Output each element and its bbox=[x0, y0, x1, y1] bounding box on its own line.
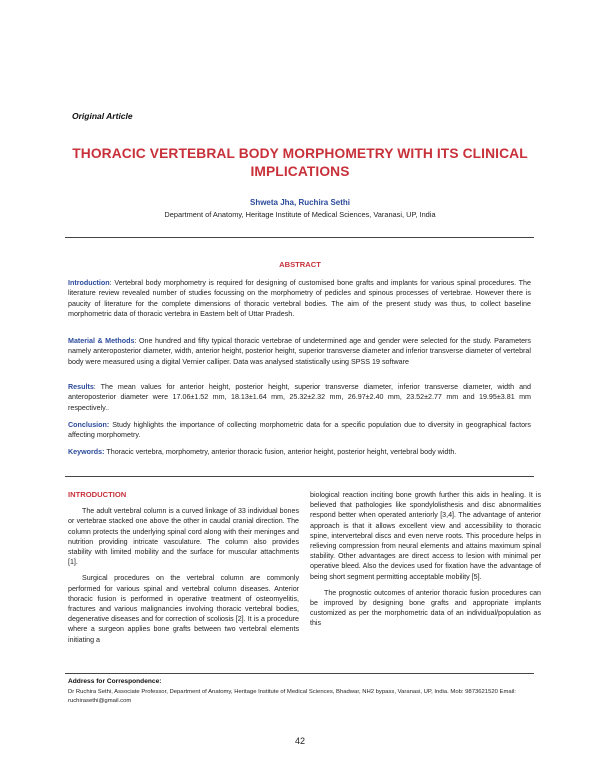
left-paragraph-1: The adult vertebral column is a curved linkage of 33 individual bones or vertebrae stacked one above the other in caudal cranial direction. The column protects the underlying spinal cord along with their meninges and nutrition providing intricate vasculature. The column also provides stability with limited mobility and the surface for muscular attachments [1]. bbox=[68, 507, 299, 567]
introduction-heading: INTRODUCTION bbox=[68, 490, 127, 499]
correspondence-text: Dr Ruchira Sethi, Associate Professor, Department of Anatomy, Heritage Institute of Medical Sciences, Bhadwar, NH2 bypass, Varanasi, UP, India. Mob: 9873621520 Email: ruchirasethi@gmail.com bbox=[68, 689, 516, 704]
conclusion-text: Study highlights the importance of collecting morphometric data for a specific population due to diversity in geographical factors affecting morphometry. bbox=[68, 421, 531, 440]
affiliation: Department of Anatomy, Heritage Institute of Medical Sciences, Varanasi, UP, India bbox=[164, 210, 436, 219]
keywords-label: Keywords: bbox=[68, 448, 105, 456]
left-column bbox=[68, 490, 299, 645]
right-paragraph-2: The prognostic outcomes of anterior thoracic fusion procedures can be improved by designing bone grafts and appropriate implants customized as per the morphometric data of an individual/population as this bbox=[310, 588, 541, 628]
methods-text: : One hundred and fifty typical thoracic vertebrae of undetermined age and gender were selected for the study. Parameters namely anteroposterior diameter, width, anterior height, posterior height, superior transverse diameter and inferior transverse diameter of vertebral body were measured using a digital Vernier calliper. Data was analysed statistically using SPSS 19 software bbox=[68, 337, 531, 366]
paper-title: THORACIC VERTEBRAL BODY MORPHOMETRY WITH ITS CLINICAL IMPLICATIONS bbox=[72, 146, 528, 179]
abstract-introduction bbox=[68, 278, 531, 319]
abstract-heading: ABSTRACT bbox=[279, 260, 321, 269]
footer-divider bbox=[65, 673, 534, 674]
introduction-text: : Vertebral body morphometry is required for designing of customised bone grafts and implants for various spinal procedures. The literature review revealed number of studies focussing on the morphometry of pedicles and spinous processes of vertebrae. However there is paucity of literature for the complete dimensions of thoracic vertebral bodies. The aim of the present study was thus, to collect baseline morphometric data of thoracic vertebra in Eastern belt of Uttar Pradesh. bbox=[68, 279, 531, 318]
introduction-label: Introduction bbox=[68, 279, 110, 287]
abstract-keywords bbox=[68, 447, 531, 457]
methods-label: Material & Methods bbox=[68, 337, 135, 345]
article-type: Original Article bbox=[72, 111, 133, 121]
right-paragraph-1: biological reaction inciting bone growth further this aids in healing. It is believed that pathologies like spondylolisthesis and disc abnormalities respond better when operated anteriorly [3,4]. The advantage of anterior approach is that it allows excellent view and accessibility to thoracic spine, intervertebral discs and even nerve roots. This procedure helps in relieving compression from neural elements and attains maximum spinal stability. Other advantages are direct access to lesion with minimal per operative bleed. Also the devices used for fixation have the advantage of being short segment permitting acceptable mobility [5]. bbox=[310, 491, 541, 581]
right-column bbox=[310, 490, 541, 629]
abstract-methods bbox=[68, 336, 531, 367]
results-label: Results bbox=[68, 383, 94, 391]
keywords-text: Thoracic vertebra, morphometry, anterior thoracic fusion, anterior height, posterior height, vertebral body width. bbox=[104, 448, 457, 456]
top-divider bbox=[65, 237, 534, 238]
conclusion-label: Conclusion: bbox=[68, 421, 110, 429]
abstract-divider bbox=[65, 476, 534, 477]
correspondence-title: Address for Correspondence: bbox=[68, 678, 162, 685]
left-paragraph-2: Surgical procedures on the vertebral column are commonly performed for various spinal and vertebral column diseases. Anterior thoracic fusion is performed in operative treatment of osteomyelitis, fractures and various malignancies involving thoracic vertebral bodies, degenerative diseases and for correction of scoliosis [2]. It is a procedure where a surgeon applies bone grafts between two vertebral elements initiating a bbox=[68, 574, 299, 644]
abstract-conclusion bbox=[68, 420, 531, 441]
authors: Shweta Jha, Ruchira Sethi bbox=[249, 198, 351, 207]
results-text: : The mean values for anterior height, posterior height, superior transverse diameter, inferior transverse diameter, width and anteroposterior diameter were 17.06±1.52 mm, 18.13±1.64 mm, 25.32±2.32 mm, 26.97±2.40 mm, 23.52±2.77 mm and 19.95±3.81 mm respectively.. bbox=[68, 383, 531, 412]
page-number: 42 bbox=[294, 736, 305, 746]
abstract-results bbox=[68, 382, 531, 413]
